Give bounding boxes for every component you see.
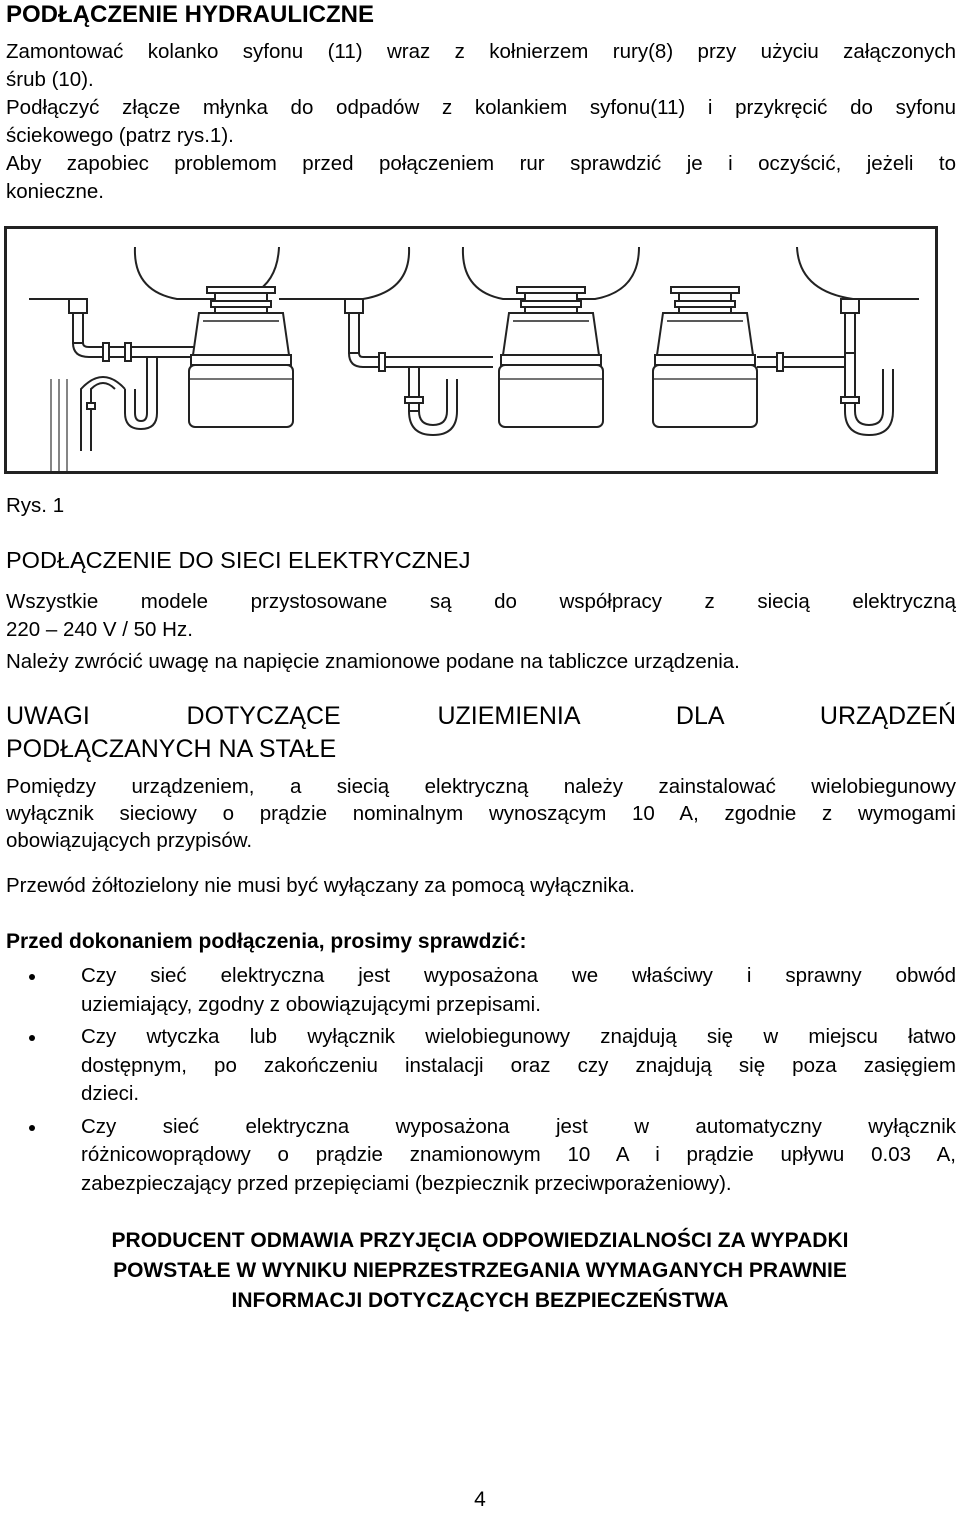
warning-line: PRODUCENT ODMAWIA PRZYJĘCIA ODPOWIEDZIALNOŚCI ZA WYPADKI (111, 1229, 849, 1252)
hydraulic-text (6, 38, 956, 206)
text-line: Wszystkie modele przystosowane są do współpracy z siecią elektryczną (6, 590, 956, 613)
scene-2 (345, 287, 603, 435)
text-line: obowiązujących przypisów. (6, 829, 253, 852)
text-line: konieczne. (6, 180, 105, 203)
list-item (6, 1113, 956, 1199)
checklist-title: Przed dokonaniem podłączenia, prosimy sprawdzić: (6, 930, 527, 953)
electrical-title: PODŁĄCZENIE DO SIECI ELEKTRYCZNEJ (6, 547, 471, 573)
disposer-diagrams (7, 229, 935, 471)
bullet-icon (29, 1035, 35, 1041)
hydraulic-title: PODŁĄCZENIE HYDRAULICZNE (6, 1, 375, 28)
text-line: Czy wtyczka lub wyłącznik wielobiegunowy znajdują się w miejscu łatwo (81, 1025, 956, 1048)
scene-1 (69, 287, 293, 451)
list-item (6, 1023, 956, 1109)
text-line: wyłącznik sieciowy o prądzie nominalnym wynoszącym 10 A, zgodnie z wymogami (6, 802, 956, 825)
text-line: Czy sieć elektryczna jest wyposażona we właściwy i sprawny obwód (81, 964, 956, 987)
grounding-note: Przewód żółtozielony nie musi być wyłączany za pomocą wyłącznika. (6, 874, 635, 897)
grounding-title (6, 700, 956, 766)
text-line: dostępnym, po zakończeniu instalacji oraz czy znajdują się poza zasięgiem (81, 1053, 956, 1077)
warning-line: POWSTAŁE W WYNIKU NIEPRZESTRZEGANIA WYMAGANYCH PRAWNIE (113, 1259, 847, 1282)
text-line: śrub (10). (6, 68, 94, 91)
bullet-icon (29, 974, 35, 980)
installation-figure (4, 226, 938, 474)
text-line: różnicowoprądowy o prądzie znamionowym 10 A i prądzie upływu 0.03 A, (81, 1143, 956, 1166)
list-item (6, 962, 956, 1019)
text-line: Zamontować kolanko syfonu (11) wraz z kołnierzem rury(8) przy użyciu załączonych (6, 40, 956, 63)
checklist (6, 962, 956, 1198)
liability-warning (0, 1226, 960, 1316)
text-line: 220 – 240 V / 50 Hz. (6, 618, 193, 641)
text-line: Podłączyć złącze młynka do odpadów z kolankiem syfonu(11) i przykręcić do syfonu (6, 96, 956, 119)
scene-3 (653, 287, 893, 435)
grounding-title-line: PODŁĄCZANYCH NA STAŁE (6, 735, 337, 763)
text-line: ściekowego (patrz rys.1). (6, 124, 234, 147)
grounding-text (6, 773, 956, 854)
text-line: uziemiający, zgodny z obowiązującymi przepisami. (81, 992, 541, 1016)
text-line: Należy zwrócić uwagę na napięcie znamionowe podane na tabliczce urządzenia. (6, 650, 740, 673)
bullet-icon (29, 1125, 35, 1131)
figure-caption: Rys. 1 (6, 494, 65, 517)
text-line: Pomiędzy urządzeniem, a siecią elektryczną należy zainstalować wielobiegunowy (6, 775, 956, 798)
text-line: dzieci. (81, 1082, 140, 1105)
electrical-text (6, 588, 956, 676)
grounding-title-line: UWAGI DOTYCZĄCE UZIEMIENIA DLA URZĄDZEŃ (6, 702, 956, 730)
warning-line: INFORMACJI DOTYCZĄCYCH BEZPIECZEŃSTWA (231, 1289, 729, 1312)
text-line: Czy sieć elektryczna wyposażona jest w automatyczny wyłącznik (81, 1114, 956, 1138)
text-line: zabezpieczający przed przepięciami (bezpiecznik przeciwporażeniowy). (81, 1171, 732, 1195)
page-number: 4 (474, 1488, 486, 1511)
text-line: Aby zapobiec problemom przed połączeniem rur sprawdzić je i oczyścić, jeżeli to (6, 152, 956, 175)
